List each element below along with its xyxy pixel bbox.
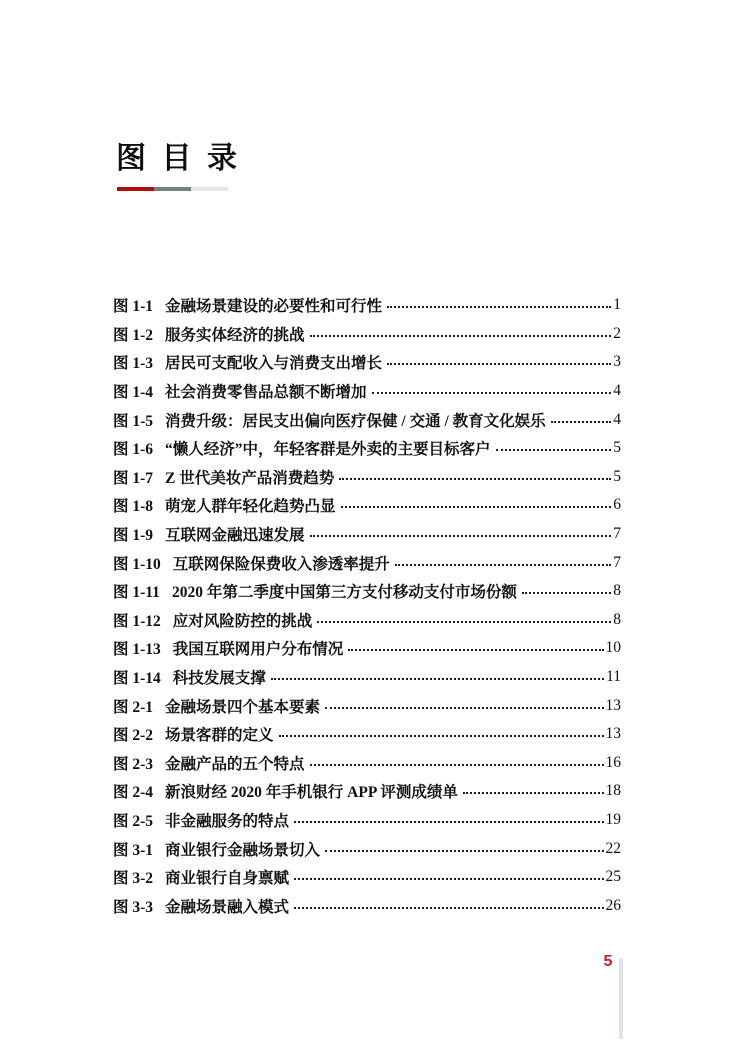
dot-leader: [496, 449, 612, 451]
figure-title: 金融场景四个基本要素: [165, 698, 321, 716]
figure-toc-list: [113, 291, 621, 920]
dot-leader: [317, 621, 611, 623]
figure-label: 图 1-10: [113, 555, 161, 573]
figure-page-number: 19: [605, 810, 621, 828]
toc-entry[interactable]: [113, 520, 621, 549]
figure-label: 图 1-7: [113, 469, 154, 487]
toc-entry[interactable]: [113, 720, 621, 749]
figure-label: 图 2-5: [113, 812, 154, 830]
figure-label: 图 1-9: [113, 527, 154, 545]
dot-leader: [271, 678, 604, 680]
figure-label: 图 1-6: [113, 441, 154, 459]
toc-entry[interactable]: [113, 434, 621, 463]
figure-page-number: 3: [613, 353, 621, 371]
figure-label: 图 1-8: [113, 498, 154, 516]
figure-label: 图 2-3: [113, 755, 154, 773]
figure-page-number: 25: [605, 868, 621, 886]
toc-entry[interactable]: [113, 291, 621, 320]
figure-page-number: 7: [613, 553, 621, 571]
figure-page-number: 11: [606, 668, 621, 686]
dot-leader: [387, 306, 611, 308]
figure-page-number: 4: [613, 410, 621, 428]
dot-leader: [310, 764, 604, 766]
figure-label: 图 1-4: [113, 384, 154, 402]
toc-entry[interactable]: [113, 405, 621, 434]
figure-title: 商业银行自身禀赋: [165, 870, 290, 888]
figure-page-number: 8: [613, 610, 621, 628]
figure-page-number: 5: [613, 467, 621, 485]
figure-page-number: 2: [613, 324, 621, 342]
figure-label: 图 1-3: [113, 355, 154, 373]
figure-label: 图 1-2: [113, 326, 154, 344]
toc-entry[interactable]: [113, 691, 621, 720]
figure-title: 互联网金融迅速发展: [165, 527, 305, 545]
figure-title: 场景客群的定义: [165, 727, 274, 745]
figure-title: 金融产品的五个特点: [165, 755, 305, 773]
figure-page-number: 13: [605, 725, 621, 743]
divider-light-segment: [191, 187, 228, 191]
figure-page-number: 6: [613, 496, 621, 514]
dot-leader: [325, 707, 603, 709]
figure-title: “懒人经济”中，年轻客群是外卖的主要目标客户: [165, 441, 491, 459]
toc-entry[interactable]: [113, 377, 621, 406]
figure-title: 消费升级：居民支出偏向医疗保健 / 交通 / 教育文化娱乐: [165, 412, 546, 430]
figure-page-number: 1: [613, 296, 621, 314]
divider-red-segment: [117, 187, 154, 191]
figure-title: 服务实体经济的挑战: [165, 326, 305, 344]
toc-entry[interactable]: [113, 749, 621, 778]
figure-page-number: 10: [605, 639, 621, 657]
figure-title: 萌宠人群年轻化趋势凸显: [165, 498, 336, 516]
figure-title: 2020 年第二季度中国第三方支付移动支付市场份额: [171, 584, 517, 602]
figure-title: 应对风险防控的挑战: [172, 612, 313, 630]
figure-label: 图 3-2: [113, 870, 154, 888]
figure-title: 科技发展支撑: [172, 670, 266, 688]
figure-page-number: 13: [605, 696, 621, 714]
dot-leader: [279, 735, 604, 737]
toc-entry[interactable]: [113, 577, 621, 606]
figure-label: 图 1-5: [113, 412, 154, 430]
toc-entry[interactable]: [113, 634, 621, 663]
figure-title: 新浪财经 2020 年手机银行 APP 评测成绩单: [165, 784, 458, 802]
figure-title: 商业银行金融场景切入: [165, 841, 321, 859]
figure-title: 金融场景融入模式: [165, 898, 290, 916]
toc-entry[interactable]: [113, 491, 621, 520]
toc-entry[interactable]: [113, 806, 621, 835]
figure-page-number: 22: [605, 839, 621, 857]
divider-gray-segment: [154, 187, 191, 191]
dot-leader: [372, 392, 612, 394]
figure-title: 社会消费零售品总额不断增加: [165, 384, 367, 402]
figure-page-number: 16: [605, 753, 621, 771]
figure-page-number: 18: [605, 782, 621, 800]
toc-entry[interactable]: [113, 606, 621, 635]
figure-page-number: 7: [613, 525, 621, 543]
figure-label: 图 2-2: [113, 727, 154, 745]
toc-entry[interactable]: [113, 320, 621, 349]
dot-leader: [310, 335, 612, 337]
toc-entry[interactable]: [113, 777, 621, 806]
dot-leader: [387, 363, 611, 365]
toc-entry[interactable]: [113, 463, 621, 492]
figure-label: 图 1-13: [113, 641, 161, 659]
toc-entry[interactable]: [113, 863, 621, 892]
footer-page-number: 5: [603, 953, 613, 970]
figure-label: 图 1-12: [113, 612, 161, 630]
figure-title: 居民可支配收入与消费支出增长: [165, 355, 383, 373]
figure-title: 非金融服务的特点: [165, 812, 290, 830]
footer-margin-line: [619, 958, 623, 1039]
figure-label: 图 2-4: [113, 784, 154, 802]
figure-label: 图 1-1: [113, 298, 154, 316]
dot-leader: [551, 421, 612, 423]
figure-page-number: 4: [613, 382, 621, 400]
dot-leader: [339, 478, 611, 480]
figure-label: 图 2-1: [113, 698, 154, 716]
page-title: 图 目 录: [116, 142, 238, 175]
dot-leader: [522, 592, 611, 594]
dot-leader: [463, 792, 604, 794]
toc-entry[interactable]: [113, 834, 621, 863]
figure-page-number: 5: [613, 439, 621, 457]
dot-leader: [341, 506, 612, 508]
toc-entry[interactable]: [113, 348, 621, 377]
dot-leader: [395, 564, 611, 566]
figure-title: 我国互联网用户分布情况: [172, 641, 344, 659]
figure-title: 互联网保险保费收入渗透率提升: [172, 555, 390, 573]
toc-entry[interactable]: [113, 548, 621, 577]
toc-entry[interactable]: [113, 891, 621, 920]
dot-leader: [294, 907, 603, 909]
figure-label: 图 1-14: [113, 670, 161, 688]
title-divider: [117, 187, 228, 191]
dot-leader: [325, 850, 603, 852]
figure-label: 图 3-1: [113, 841, 154, 859]
dot-leader: [294, 878, 603, 880]
dot-leader: [348, 649, 603, 651]
figure-label: 图 1-11: [113, 584, 160, 602]
figure-title: Z 世代美妆产品消费趋势: [165, 469, 335, 487]
figure-label: 图 3-3: [113, 898, 154, 916]
figure-title: 金融场景建设的必要性和可行性: [165, 298, 383, 316]
dot-leader: [294, 821, 603, 823]
dot-leader: [310, 535, 612, 537]
figure-page-number: 26: [605, 896, 621, 914]
toc-entry[interactable]: [113, 663, 621, 692]
figure-page-number: 8: [613, 582, 621, 600]
